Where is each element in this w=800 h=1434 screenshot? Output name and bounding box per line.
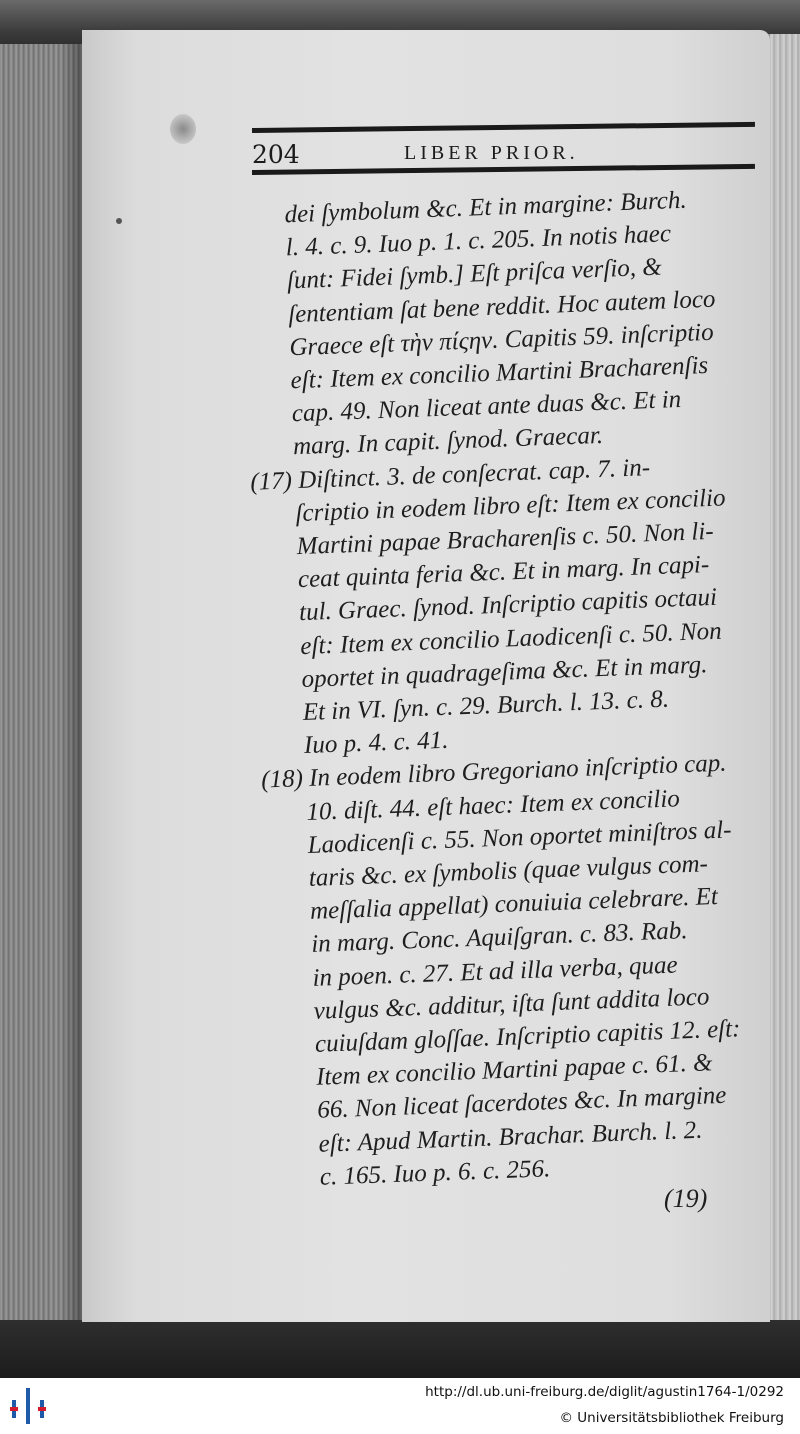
body-text: [240, 181, 796, 1195]
text-line: c. 165. Iuo p. 6. c. 256.: [319, 1155, 551, 1191]
ink-blot: [170, 114, 196, 144]
book-bottom-shadow: [0, 1320, 800, 1378]
text-line: cuiuſdam gloſſae. Inſcriptio capitis 12. eſt:: [314, 1015, 741, 1058]
text-line: ſcriptio in eodem libro eſt: Item ex concilio: [295, 484, 726, 527]
text-line: marg. In capit. ſynod. Graecar.: [292, 422, 604, 461]
text-line: vulgus &c. additur, iſta ſunt addita loco: [313, 983, 710, 1025]
text-line: Laodicenſi c. 55. Non oportet miniſtros al-: [307, 816, 732, 859]
text-line-note-18: (18) In eodem libro Gregoriano inſcriptio cap.: [260, 750, 727, 795]
text-line: Graece eſt τὴν πίςην. Capitis 59. inſcriptio: [288, 318, 715, 362]
text-line: Et in VI. ſyn. c. 29. Burch. l. 13. c. 8.: [302, 685, 670, 727]
text-line: Item ex concilio Martini papae c. 61. &: [315, 1049, 713, 1092]
text-line: meſſalia appellat) conuiuia celebrare. Et: [309, 883, 719, 926]
text-line: l. 4. c. 9. Iuo p. 1. c. 205. In notis haec: [285, 220, 672, 262]
text-line: tul. Graec. ſynod. Inſcriptio capitis octaui: [298, 584, 718, 627]
library-logo-icon: [10, 1388, 50, 1424]
text-line: eſt: Apud Martin. Brachar. Burch. l. 2.: [318, 1116, 703, 1158]
text-line: 10. diſt. 44. eſt haec: Item ex concilio: [305, 784, 681, 826]
running-head: LIBER PRIOR.: [404, 142, 579, 164]
catchword: (19): [664, 1184, 708, 1213]
text-line: Iuo p. 4. c. 41.: [303, 726, 449, 760]
viewer-footer: [0, 1378, 800, 1434]
text-line-note-17: (17) Diſtinct. 3. de conſecrat. cap. 7. in-: [249, 453, 651, 496]
text-line: ſententiam ſat bene reddit. Hoc autem loco: [287, 285, 716, 328]
copyright-notice: © Universitätsbibliothek Freiburg: [559, 1410, 784, 1426]
text-line: ceat quinta feria &c. Et in marg. In capi-: [297, 551, 710, 594]
text-line: eſt: Item ex concilio Laodicenſi c. 50. Non: [299, 617, 723, 660]
text-line: dei ſymbolum &c. Et in margine: Burch.: [284, 186, 688, 229]
stray-mark: [116, 218, 122, 224]
source-url-link[interactable]: http://dl.ub.uni-freiburg.de/diglit/agustin1764-1/0292: [425, 1384, 784, 1400]
text-line: 66. Non liceat ſacerdotes &c. In margine: [316, 1082, 727, 1125]
text-line: eſt: Item ex concilio Martini Bracharenſis: [290, 351, 709, 395]
page-number: 204: [252, 140, 300, 169]
text-line: in poen. c. 27. Et ad illa verba, quae: [312, 951, 679, 992]
text-line: cap. 49. Non liceat ante duas &c. Et in: [291, 386, 682, 428]
text-line: ſunt: Fidei ſymb.] Eſt priſca verſio, &: [286, 254, 663, 295]
text-line: oportet in quadrageſima &c. Et in marg.: [301, 651, 708, 693]
text-line: taris &c. ex ſymbolis (quae vulgus com-: [308, 850, 709, 892]
spine-shadow: [60, 44, 82, 1324]
text-line: Martini papae Bracharenſis c. 50. Non li-: [296, 517, 715, 561]
text-line: in marg. Conc. Aquiſgran. c. 83. Rab.: [310, 917, 688, 959]
